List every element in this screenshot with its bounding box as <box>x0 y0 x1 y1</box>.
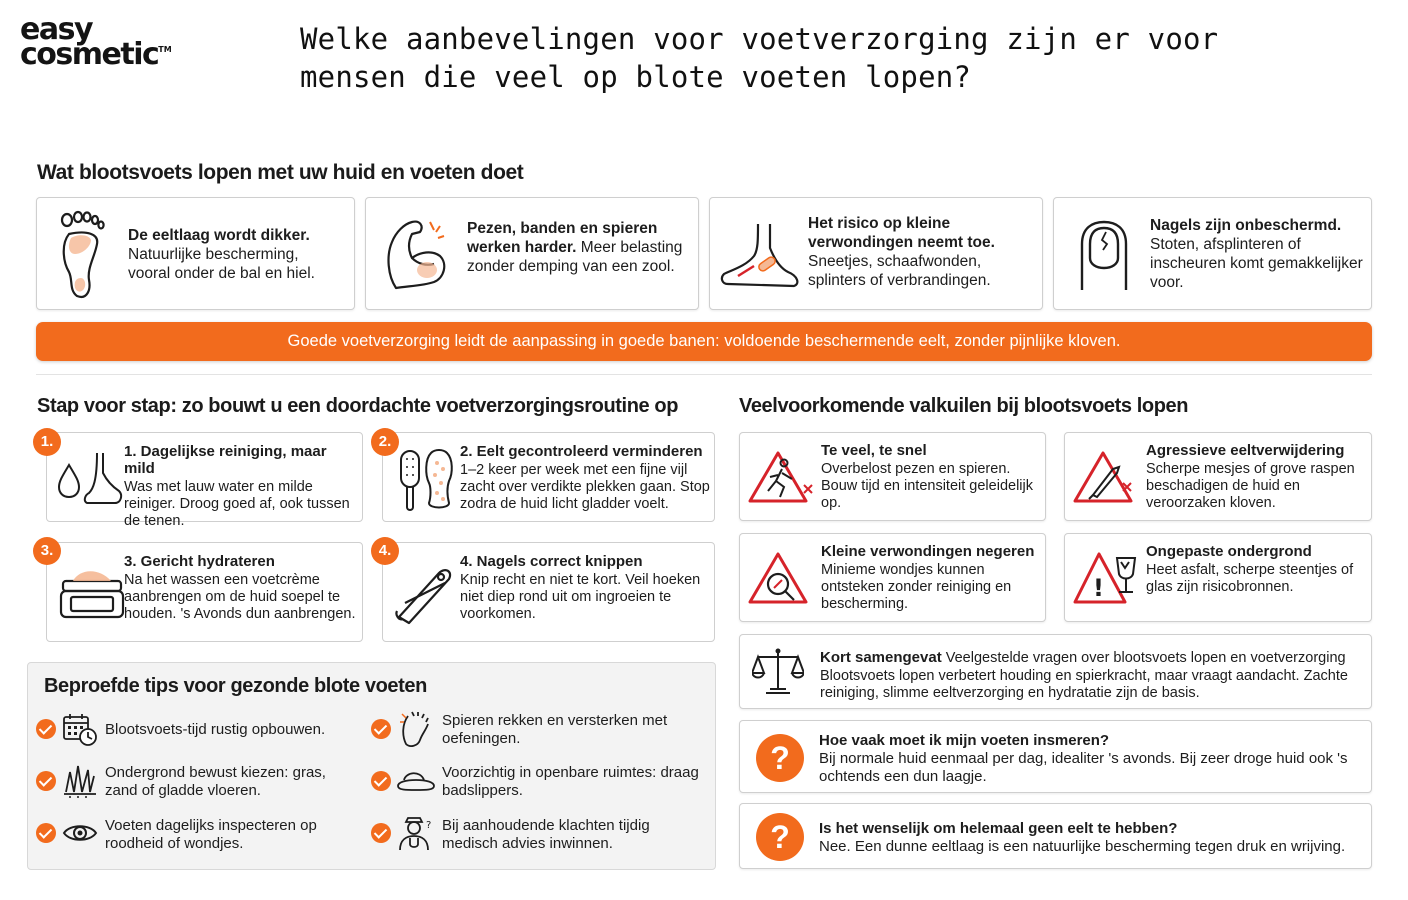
question-icon: ? <box>756 734 804 782</box>
effect-card-text: Sneetjes, schaafwonden, splinters of verbrandingen. <box>808 253 991 289</box>
step-heading: 2. Eelt gecontroleerd verminderen <box>460 443 703 460</box>
svg-text:!: ! <box>1093 574 1104 602</box>
effect-card-injuries <box>709 197 1043 310</box>
summary-banner: Goede voetverzorging leidt de aanpassing in goede banen: voldoende beschermende eelt, zonder pijnlijke kloven. <box>36 322 1372 361</box>
section-effects-title: Wat blootsvoets lopen met uw huid en voeten doet <box>37 161 524 184</box>
step-badge-4: 4. <box>371 537 399 565</box>
pitfall-card-too-fast <box>739 432 1046 521</box>
effect-card-bold: De eeltlaag wordt dikker. <box>128 227 310 244</box>
effect-card-callus <box>36 197 355 310</box>
summary-bold: Kort samengevat <box>820 649 942 666</box>
doctor-icon <box>398 814 434 852</box>
step-heading: 1. Dagelijkse reiniging, maar mild <box>124 443 327 477</box>
step-text: Knip recht en niet te kort. Veil hoeken niet diep rond uit om ingroeien te voorkomen. <box>460 572 701 622</box>
warning-blade-icon <box>1073 449 1139 507</box>
step-card-cleaning <box>46 432 363 529</box>
pitfall-heading: Te veel, te snel <box>821 442 927 459</box>
faq-card <box>739 720 1372 793</box>
tip-text: Spieren rekken en versterken met oefeningen. <box>442 712 668 747</box>
calendar-clock-icon <box>62 712 98 746</box>
step-text: Na het wassen een voetcrème aanbrengen om de huid soepel te houden. 's Avonds dun aanbrengen. <box>124 572 356 622</box>
section-steps-title: Stap voor stap: zo bouwt u een doordachte voetverzorgingsroutine op <box>37 395 679 417</box>
effect-card-text: Natuurlijke bescherming, vooral onder de bal en hiel. <box>128 246 315 282</box>
foot-file-icon <box>399 449 455 513</box>
pitfall-heading: Ongepaste ondergrond <box>1146 543 1312 560</box>
warning-runner-icon <box>748 449 814 507</box>
muscle-arm-icon <box>382 216 454 292</box>
faq-card <box>739 803 1372 869</box>
check-icon <box>36 823 56 843</box>
grass-icon <box>62 762 98 798</box>
effect-card-text: Stoten, afsplinteren of inscheuren komt gemakkelijker voor. <box>1150 236 1363 291</box>
step-card-nails <box>382 542 715 642</box>
warning-magnifier-icon <box>748 550 814 608</box>
brand-logo <box>20 12 190 72</box>
logo-line2: cosmetic <box>20 36 159 72</box>
faq-answer: Bij normale huid eenmaal per dag, idealiter 's avonds. Bij zeer droge huid ook 's ochtends een dun laagje. <box>819 750 1348 785</box>
logo-trademark: TM <box>158 44 172 54</box>
scale-icon <box>752 647 804 697</box>
step-badge-3: 3. <box>33 537 61 565</box>
foot-stretch-icon <box>398 710 434 748</box>
pitfall-text: Scherpe mesjes of grove raspen beschadigen de huid en veroorzaken kloven. <box>1146 461 1355 511</box>
effect-card-bold: Nagels zijn onbeschermd. <box>1150 217 1342 234</box>
step-heading: 3. Gericht hydrateren <box>124 553 275 570</box>
section-divider <box>36 374 1372 375</box>
check-icon <box>371 719 391 739</box>
tip-text: Blootsvoets-tijd rustig opbouwen. <box>105 721 326 738</box>
svg-text:?: ? <box>426 820 432 831</box>
nail-clipper-icon <box>395 563 457 625</box>
check-icon <box>371 771 391 791</box>
tip-text: Voorzichtig in openbare ruimtes: draag badslippers. <box>442 764 699 799</box>
foot-sole-icon <box>57 210 127 300</box>
pitfall-text: Minieme wondjes kunnen ontsteken zonder reiniging en bescherming. <box>821 562 1012 612</box>
tip-text: Ondergrond bewust kiezen: gras, zand of gladde vloeren. <box>105 764 326 799</box>
tips-title: Beproefde tips voor gezonde blote voeten <box>44 675 427 697</box>
pitfall-text: Heet asfalt, scherpe steentjes of glas zijn risicobronnen. <box>1146 562 1354 595</box>
summary-card <box>739 634 1372 709</box>
step-text: 1–2 keer per week met een fijne vijl zacht over verdikte plekken gaan. Stop zodra de huid licht gladder voelt. <box>460 462 710 512</box>
step-badge-1: 1. <box>33 428 61 456</box>
pitfall-card-aggressive <box>1064 432 1372 521</box>
warning-glass-icon <box>1073 548 1141 608</box>
summary-lead: Veelgestelde vragen over blootsvoets lopen en voetverzorging <box>945 650 1346 666</box>
effect-card-tendons <box>365 197 699 310</box>
faq-question: Is het wenselijk om helemaal geen eelt te hebben? <box>819 820 1178 837</box>
pitfall-heading: Agressieve eeltverwijdering <box>1146 442 1345 459</box>
cream-jar-icon <box>59 567 125 619</box>
injured-foot-icon <box>718 220 804 290</box>
check-icon <box>36 771 56 791</box>
logo-line1: easy <box>20 12 93 47</box>
pitfall-heading: Kleine verwondingen negeren <box>821 543 1035 560</box>
summary-text: Blootsvoets lopen verbetert houding en spierkracht, maar vraagt aandacht. Zachte reiniging, slimme eeltverzorging en hydratatie zijn de basis. <box>820 667 1348 701</box>
slipper-icon <box>396 768 436 792</box>
eye-icon <box>62 820 98 846</box>
tip-text: Voeten dagelijks inspecteren op roodheid of wondjes. <box>105 817 317 852</box>
step-text: Was met lauw water en milde reiniger. Droog goed af, ook tussen de tenen. <box>124 479 350 529</box>
pitfall-text: Overbelost pezen en spieren. Bouw tijd en intensiteit geleidelijk op. <box>821 461 1033 511</box>
step-badge-2: 2. <box>371 428 399 456</box>
pitfall-card-surface <box>1064 533 1372 622</box>
tip-text: Bij aanhoudende klachten tijdig medisch advies inwinnen. <box>442 817 650 852</box>
step-card-hydrate <box>46 542 363 642</box>
step-card-callus <box>382 432 715 522</box>
check-icon <box>36 719 56 739</box>
faq-answer: Nee. Een dunne eeltlaag is een natuurlijke bescherming tegen druk en wrijving. <box>819 838 1346 855</box>
page-title: Welke aanbevelingen voor voetverzorging zijn er voor mensen die veel op blote voeten lopen? <box>300 22 1219 94</box>
section-pitfalls-title: Veelvoorkomende valkuilen bij blootsvoets lopen <box>739 395 1189 417</box>
effect-card-nails <box>1053 197 1372 310</box>
faq-question: Hoe vaak moet ik mijn voeten insmeren? <box>819 732 1110 749</box>
step-heading: 4. Nagels correct knippen <box>460 553 643 570</box>
water-drop-foot-icon <box>57 451 123 507</box>
pitfall-card-ignore-wounds <box>739 533 1046 622</box>
check-icon <box>371 823 391 843</box>
effect-card-bold: Het risico op kleine verwondingen neemt toe. <box>808 215 995 251</box>
toenail-icon <box>1074 218 1134 290</box>
question-icon: ? <box>756 813 804 861</box>
effect-card-text: Meer belasting zonder demping van een zool. <box>467 239 683 275</box>
effect-card-bold: Pezen, banden en spieren werken harder. <box>467 220 658 256</box>
